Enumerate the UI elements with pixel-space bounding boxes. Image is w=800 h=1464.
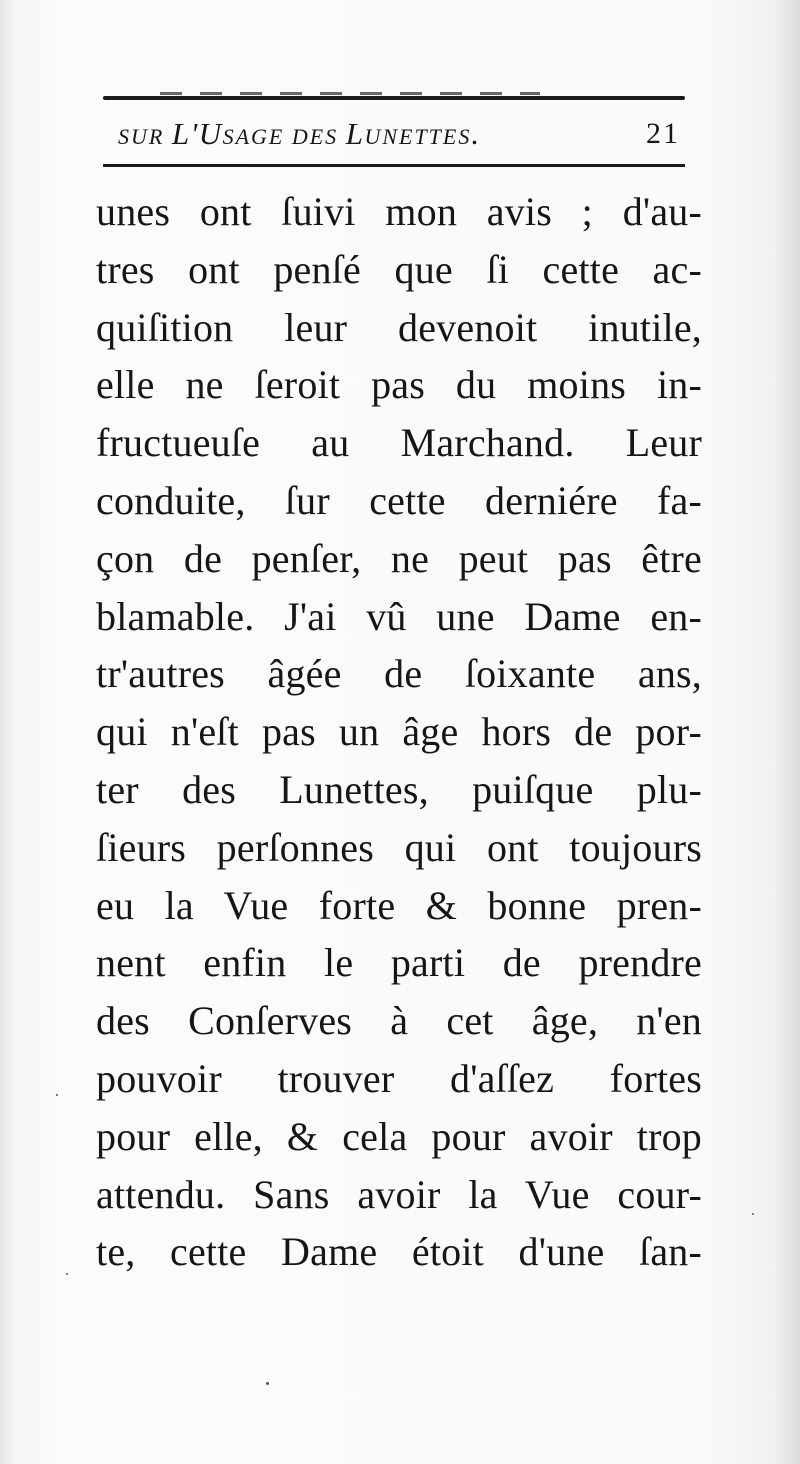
page-number: 21 xyxy=(646,117,680,150)
top-rule-ink xyxy=(160,92,540,95)
running-head-title-part: . xyxy=(471,116,481,151)
text-line: tres ont penſé que ſi cette ac- xyxy=(96,246,702,292)
header-rule xyxy=(103,164,685,167)
running-head-title-part: UNETTES xyxy=(364,124,472,149)
text-line: nent enfin le parti de prendre xyxy=(96,940,702,986)
text-line: çon de penſer, ne peut pas être xyxy=(96,535,702,581)
text-line: blamable. J'ai vû une Dame en- xyxy=(96,593,702,639)
text-line: elle ne ſeroit pas du moins in- xyxy=(96,362,702,408)
text-line: conduite, ſur cette derniére fa- xyxy=(96,477,702,523)
running-head-title-part: DES xyxy=(284,124,346,149)
running-head-title-part: SUR xyxy=(118,124,172,149)
paper-speck xyxy=(56,1094,58,1096)
text-line: unes ont ſuivi mon avis ; d'au- xyxy=(96,189,702,234)
text-line: quiſition leur devenoit inutile, xyxy=(96,304,702,350)
text-line: des Conſerves à cet âge, n'en xyxy=(96,998,702,1044)
running-head-title-part: L'U xyxy=(171,116,223,151)
body-text xyxy=(96,183,702,1281)
running-head-title-part: SAGE xyxy=(222,124,285,149)
text-line: attendu. Sans avoir la Vue cour- xyxy=(96,1171,702,1217)
text-line: te, cette Dame étoit d'une ſan- xyxy=(96,1229,702,1275)
text-line: eu la Vue forte & bonne pren- xyxy=(96,882,702,928)
text-line: qui n'eſt pas un âge hors de por- xyxy=(96,709,702,755)
running-head xyxy=(0,112,800,156)
text-line: ſieurs perſonnes qui ont toujours xyxy=(96,824,702,870)
text-line: ter des Lunettes, puiſque plu- xyxy=(96,766,702,812)
text-line: pour elle, & cela pour avoir trop xyxy=(96,1113,702,1159)
paper-speck xyxy=(66,1273,68,1275)
text-line: pouvoir trouver d'aſſez fortes xyxy=(96,1055,702,1101)
text-line: tr'autres âgée de ſoixante ans, xyxy=(96,651,702,697)
top-rule xyxy=(103,96,685,100)
paper-speck xyxy=(266,1382,269,1385)
paper-speck xyxy=(752,1213,754,1215)
text-line: fructueuſe au Marchand. Leur xyxy=(96,420,702,466)
running-head-title-part: L xyxy=(345,116,365,151)
running-head-title xyxy=(118,112,481,159)
